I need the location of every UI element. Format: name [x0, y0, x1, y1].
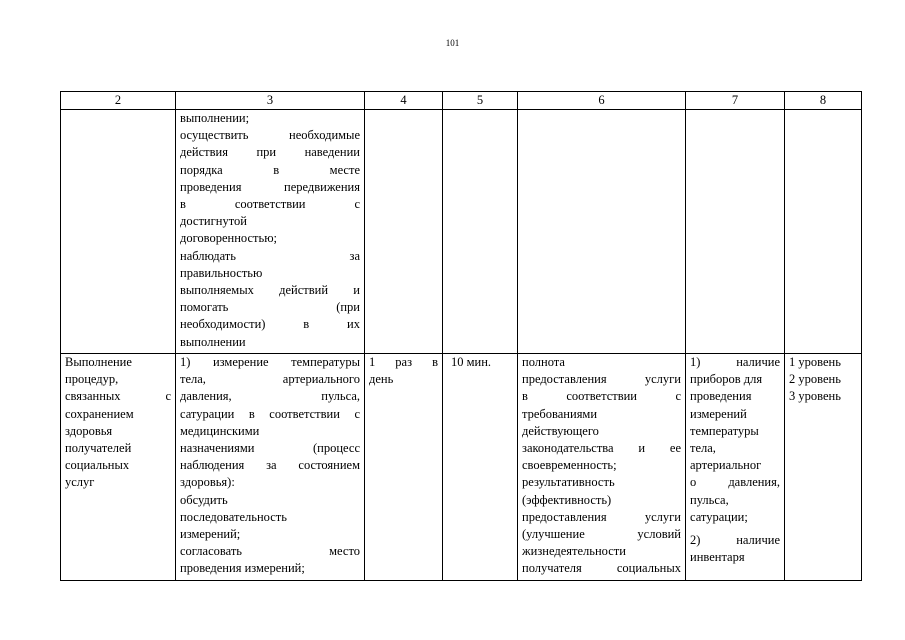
cell-row2-col8	[785, 354, 862, 581]
header-cell-col3: 3	[176, 92, 365, 110]
text-line: в соответствии с	[522, 389, 681, 404]
text-line: порядка в месте	[180, 162, 360, 177]
text-line: действия при наведении	[180, 145, 360, 160]
text-line: Выполнение	[65, 355, 132, 369]
text-line: тела,	[690, 441, 716, 456]
text-line: (эффективность)	[522, 492, 612, 507]
level-item: 3 уровень	[789, 389, 841, 404]
text-line: выполняемых действий и	[180, 283, 360, 298]
services-table	[60, 91, 862, 581]
text-line: необходимости) в их	[180, 317, 360, 332]
text-line: достигнутой	[180, 214, 247, 229]
cell-row2-col2	[61, 354, 176, 581]
cell-row1-col4	[365, 110, 443, 354]
level-item: 2 уровень	[789, 372, 841, 387]
text-line: наблюдать за	[180, 248, 360, 263]
cell-row1-col2	[61, 110, 176, 354]
text-line: день	[369, 372, 394, 387]
text-line: осуществить необходимые	[180, 128, 360, 143]
duration-text: 10 мин.	[451, 355, 492, 369]
text-line: проведения	[690, 389, 752, 404]
text-line: приборов для	[690, 372, 763, 387]
text-line: пульса,	[690, 492, 729, 507]
text-line: 1) наличие	[690, 355, 780, 369]
text-line: результативность	[522, 475, 615, 490]
text-line: выполнении;	[180, 111, 250, 125]
text-line: 2) наличие	[690, 533, 780, 548]
text-line: тела, артериального	[180, 372, 360, 387]
text-line: договоренностью;	[180, 231, 278, 246]
text-line: помогать (при	[180, 300, 360, 315]
text-line: процедур,	[65, 372, 119, 387]
text-line: предоставления услуги	[522, 372, 681, 387]
text-line: законодательства и ее	[522, 441, 681, 456]
page-number: 101	[445, 38, 460, 48]
cell-row2-col4	[365, 354, 443, 581]
cell-row2-col6	[518, 354, 686, 581]
text-line: действующего	[522, 423, 599, 438]
header-cell-col2: 2	[61, 92, 176, 110]
text-line: измерений;	[180, 527, 241, 542]
text-line: наблюдения за состоянием	[180, 458, 360, 473]
text-line: социальных	[65, 458, 130, 473]
text-line: здоровья	[65, 423, 113, 438]
text-line: получателей	[65, 441, 132, 456]
text-line: выполнении	[180, 334, 246, 349]
text-line: о давления,	[690, 475, 780, 490]
text-line: 1) измерение температуры	[180, 355, 360, 369]
text-line: услуг	[65, 475, 95, 490]
text-line: жизнедеятельности	[522, 544, 626, 559]
text-line: требованиями	[522, 406, 598, 421]
cell-row1-col3	[176, 110, 365, 354]
text-line: полнота	[522, 355, 565, 369]
text-line: получателя социальных	[522, 561, 681, 576]
text-line: сатурации;	[690, 509, 748, 524]
cell-row1-col8	[785, 110, 862, 354]
text-line: артериальног	[690, 458, 762, 473]
text-line: температуры	[690, 423, 759, 438]
text-line: последовательность	[180, 509, 287, 524]
text-line: проведения измерений;	[180, 561, 305, 576]
text-line: инвентаря	[690, 550, 745, 565]
table-row-continuation	[61, 110, 862, 354]
cell-row2-col3	[176, 354, 365, 581]
text-line: правильностью	[180, 265, 263, 280]
level-item: 1 уровень	[789, 355, 841, 369]
header-cell-col6: 6	[518, 92, 686, 110]
text-line: медицинскими	[180, 423, 260, 438]
cell-row2-col5	[443, 354, 518, 581]
text-line: назначениями (процесс	[180, 441, 360, 456]
text-line: согласовать место	[180, 544, 360, 559]
cell-row1-col6	[518, 110, 686, 354]
text-line: измерений	[690, 406, 747, 421]
text-line: проведения передвижения	[180, 179, 360, 194]
header-row	[61, 92, 862, 110]
text-line: своевременность;	[522, 458, 617, 473]
cell-row2-col7	[686, 354, 785, 581]
text-line: связанных с	[65, 389, 171, 404]
cell-row1-col5	[443, 110, 518, 354]
text-line: здоровья):	[180, 475, 235, 490]
text-line: сохранением	[65, 406, 134, 421]
text-line: обсудить	[180, 492, 228, 507]
header-cell-col4: 4	[365, 92, 443, 110]
text-line: 1 раз в	[369, 355, 438, 369]
text-line: сатурации в соответствии с	[180, 406, 360, 421]
text-line: в соответствии с	[180, 197, 360, 212]
cell-row1-col7	[686, 110, 785, 354]
text-line: (улучшение условий	[522, 527, 681, 542]
table-row-procedures	[61, 354, 862, 581]
text-line: давления, пульса,	[180, 389, 360, 404]
header-cell-col5: 5	[443, 92, 518, 110]
header-cell-col8: 8	[785, 92, 862, 110]
text-line: предоставления услуги	[522, 509, 681, 524]
header-cell-col7: 7	[686, 92, 785, 110]
